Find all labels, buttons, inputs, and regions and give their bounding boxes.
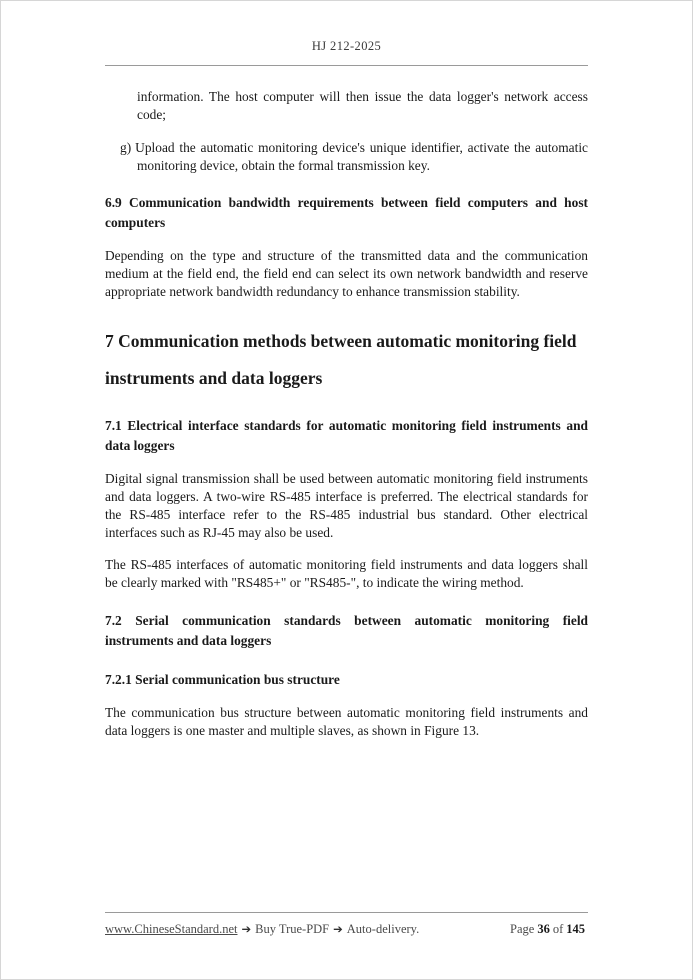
arrow-icon: ➔ <box>241 922 252 936</box>
continuation-paragraph: information. The host computer will then issue the data logger's network access code; <box>137 89 588 122</box>
page-header <box>1 1 692 66</box>
of-label: of <box>552 922 564 936</box>
page-content <box>1 66 692 740</box>
doc-number: HJ 212-2025 <box>311 39 382 53</box>
delivery-text: Auto-delivery. <box>346 922 420 936</box>
section-heading-7-1: 7.1 Electrical interface standards for automatic monitoring field instruments and data loggers <box>105 418 588 453</box>
arrow-icon: ➔ <box>333 922 343 936</box>
website-link[interactable]: www.ChineseStandard.net <box>105 922 238 936</box>
section-heading-6-9: 6.9 Communication bandwidth requirements between field computers and host computers <box>105 195 588 230</box>
paragraph-6-9: Depending on the type and structure of the transmitted data and the communication medium at the field end, the field end can select its own network bandwidth and reserve appropriate network bandwidth redundancy to enhance transmission stability. <box>105 248 588 299</box>
paragraph-7-1-b: The RS-485 interfaces of automatic monitoring field instruments and data loggers shall be clearly marked with "RS485+" or "RS485-", to indicate the wiring method. <box>105 557 588 590</box>
buy-text: Buy True-PDF <box>255 922 330 936</box>
section-heading-7-2: 7.2 Serial communication standards between automatic monitoring field instruments and data loggers <box>105 613 588 648</box>
list-item-g-text: Upload the automatic monitoring device's unique identifier, activate the automatic monitoring device, obtain the formal transmission key. <box>135 140 588 173</box>
current-page-number: 36 <box>537 922 550 936</box>
page-footer <box>1 912 692 979</box>
page-indicator <box>510 922 588 937</box>
footer-source-line <box>105 922 419 937</box>
footer-bar <box>105 912 588 937</box>
paragraph-7-2-1: The communication bus structure between automatic monitoring field instruments and data loggers is one master and multiple slaves, as shown in Figure 13. <box>105 705 588 738</box>
total-page-number: 145 <box>566 922 585 936</box>
paragraph-7-1-a: Digital signal transmission shall be used between automatic monitoring field instruments and data loggers. A two-wire RS-485 interface is preferred. The electrical standards for the RS-485 interface refer to the RS-485 industrial bus standard. Other electrical interfaces such as RJ-45 may also be used. <box>105 471 588 540</box>
list-item-g-label: g) <box>120 140 132 155</box>
section-heading-7-2-1: 7.2.1 Serial communication bus structure <box>105 672 340 687</box>
list-item-g <box>105 139 588 175</box>
page-label: Page <box>510 922 535 936</box>
chapter-heading-7: 7 Communication methods between automatic monitoring field instruments and data loggers <box>105 331 577 388</box>
